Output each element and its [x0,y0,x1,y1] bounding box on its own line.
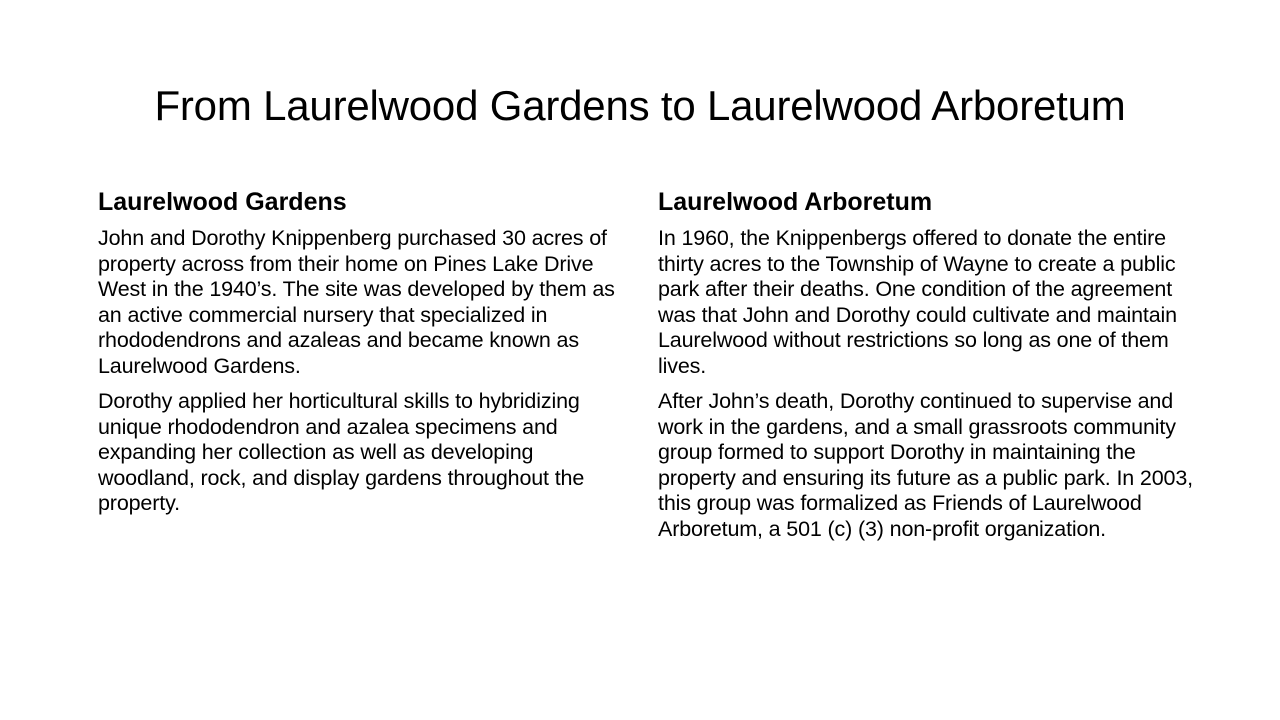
right-column-paragraph-2: After John’s death, Dorothy continued to supervise and work in the gardens, and a small grassroots community group formed to support Dorothy in maintaining the property and ensuring its future as a public park. In 2003, this group was formalized as Friends of Laurelwood Arboretum, a 501 (c) (3) non-profit organization. [658,389,1193,541]
right-column [658,184,1198,552]
left-column [98,184,628,527]
left-column-heading: Laurelwood Gardens [98,188,347,216]
right-column-heading: Laurelwood Arboretum [658,188,933,216]
left-column-paragraph-1: John and Dorothy Knippenberg purchased 30 acres of property across from their home on Pines Lake Drive West in the 1940’s. The site was developed by them as an active commercial nursery that specialized in rhododendrons and azaleas and became known as Laurelwood Gardens. [98,226,615,378]
slide-title: From Laurelwood Gardens to Laurelwood Arboretum [154,82,1126,129]
left-column-paragraph-2: Dorothy applied her horticultural skills to hybridizing unique rhododendron and azalea specimens and expanding her collection as well as developing woodland, rock, and display gardens throughout the property. [98,389,585,515]
right-column-paragraph-1: In 1960, the Knippenbergs offered to donate the entire thirty acres to the Township of Wayne to create a public park after their deaths. One condition of the agreement was that John and Dorothy could cultivate and maintain Laurelwood without restrictions so long as one of them lives. [658,226,1177,378]
